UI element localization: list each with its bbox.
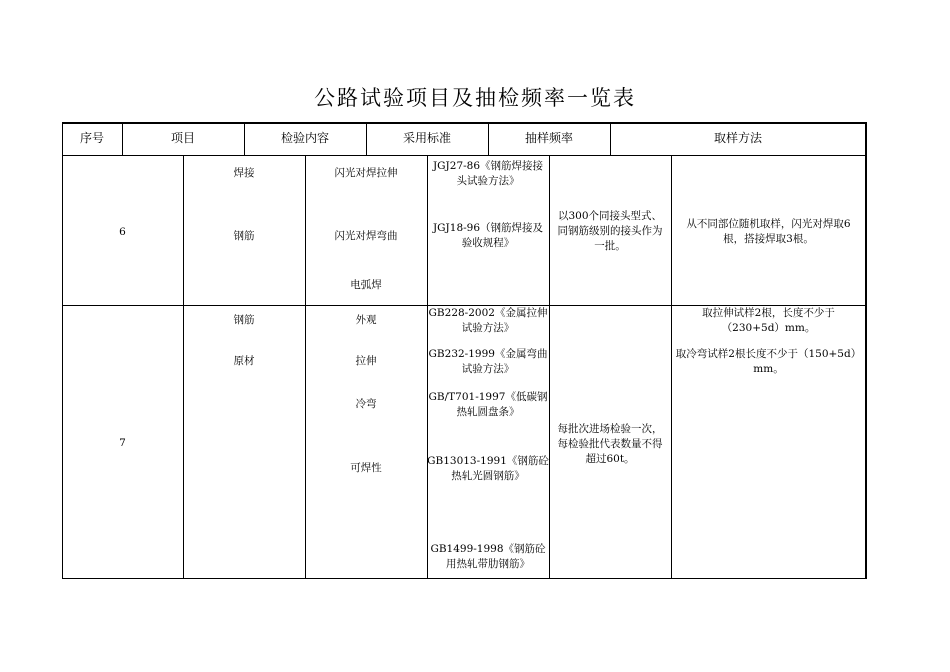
row7-standard-1a: GB228-2002《金属拉伸 (428, 307, 548, 319)
row6-frequency-b: 同钢筋级别的接头作为 (557, 225, 663, 237)
row6-check-2: 闪光对焊弯曲 (334, 230, 398, 242)
row7-method-d: mm。 (753, 363, 784, 375)
row6-standard-1b: 头试验方法》 (456, 175, 520, 187)
row7-number: 7 (119, 437, 126, 449)
row7-standard-5b: 用热轧带肋钢筋》 (446, 558, 530, 570)
row6-item-a: 焊接 (233, 167, 255, 179)
header-col-standard: 采用标准 (402, 131, 451, 145)
row7-check-3: 冷弯 (355, 398, 377, 410)
row7-item-b: 原材 (233, 355, 255, 367)
row6-standard-1a: JGJ27-86《钢筋焊接接 (432, 160, 544, 172)
row6-method-b: 根，搭接焊取3根。 (723, 233, 814, 245)
row6-standard-2b: 验收规程》 (461, 237, 515, 249)
header-col-frequency: 抽样频率 (524, 131, 573, 145)
header-col-no: 序号 (79, 131, 104, 145)
header-col-method: 取样方法 (713, 131, 762, 145)
row7-frequency-b: 每检验批代表数量不得 (557, 438, 663, 450)
row7-standard-2b: 试验方法》 (461, 363, 515, 375)
row6-frequency-a: 以300个同接头型式、 (557, 210, 663, 222)
row6-check-3: 电弧焊 (350, 279, 382, 291)
row7-method-a: 取拉伸试样2根，长度不少于 (702, 307, 835, 319)
row7-standard-1b: 试验方法》 (461, 322, 515, 334)
row7-standard-3b: 热轧圆盘条》 (456, 406, 520, 418)
row6-check-1: 闪光对焊拉伸 (334, 167, 398, 179)
row6-frequency-c: 一批。 (594, 240, 626, 252)
row7-method-b: （230+5d）mm。 (721, 322, 816, 334)
row7-standard-3a: GB/T701-1997《低碳钢 (428, 391, 548, 403)
row7-check-4: 可焊性 (350, 462, 382, 474)
row6-number: 6 (119, 226, 126, 238)
row7-check-2: 拉伸 (355, 355, 377, 367)
row6-item-b: 钢筋 (233, 230, 255, 242)
row7-standard-2a: GB232-1999《金属弯曲 (428, 348, 548, 360)
row7-frequency-a: 每批次进场检验一次， (557, 423, 663, 435)
row6-method-a: 从不同部位随机取样，闪光对焊取6 (686, 218, 851, 230)
row7-check-1: 外观 (355, 314, 377, 326)
page-title: 公路试验项目及抽检频率一览表 (314, 86, 636, 110)
row6-standard-2a: JGJ18-96（钢筋焊接及 (432, 222, 544, 234)
row7-standard-5a: GB1499-1998《钢筋砼 (430, 543, 546, 555)
row7-standard-4a: GB13013-1991《钢筋砼 (427, 455, 549, 467)
row7-item-a: 钢筋 (233, 314, 255, 326)
header-col-item: 项目 (170, 131, 195, 145)
row7-standard-4b: 热轧光圆钢筋》 (451, 470, 525, 482)
row7-method-c: 取冷弯试样2根长度不少于（150+5d） (675, 348, 862, 360)
row7-frequency-c: 超过60t。 (585, 453, 635, 465)
header-col-check: 检验内容 (280, 131, 329, 145)
